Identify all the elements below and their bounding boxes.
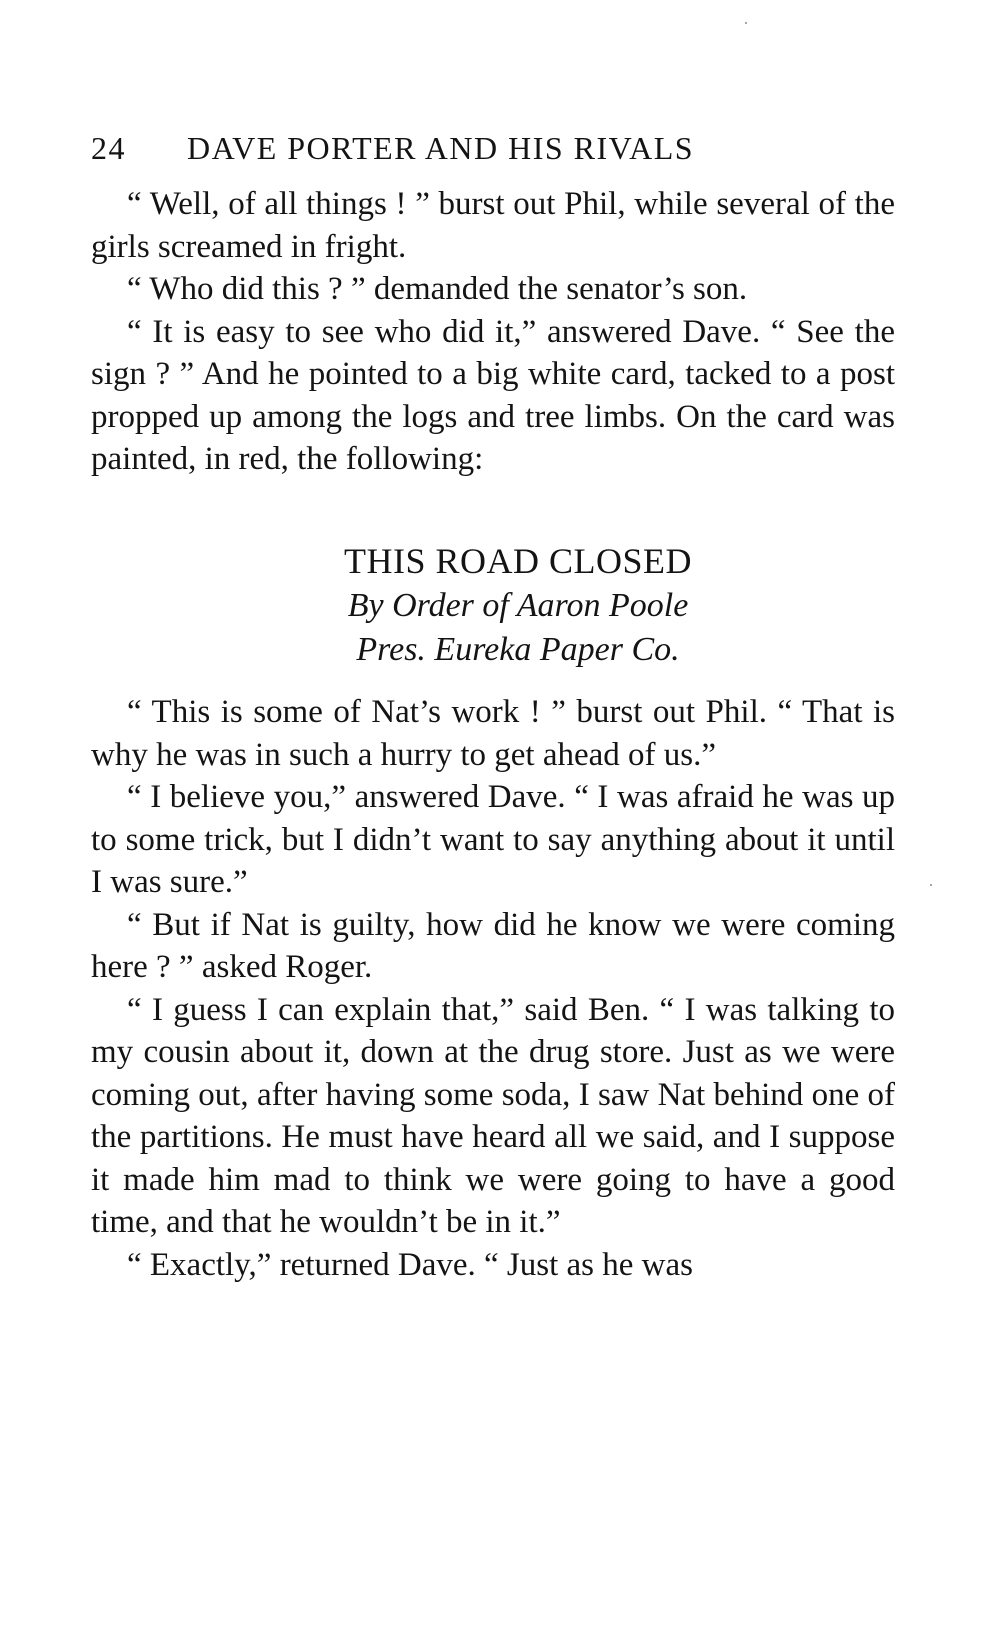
body-text-top bbox=[91, 183, 895, 481]
running-header bbox=[91, 126, 871, 170]
paragraph: “ I believe you,” answered Dave. “ I was afraid he was up to some trick, but I didn’t want to say anything about it until I was sure.” bbox=[91, 779, 895, 900]
page-number: 24 bbox=[91, 130, 126, 166]
road-sign-text bbox=[91, 538, 895, 672]
body-text-bottom bbox=[91, 691, 895, 1286]
paragraph: “ It is easy to see who did it,” answered Dave. “ See the sign ? ” And he pointed to a big white card, tacked to a post propped up among the logs and tree limbs. On the card was painted, in red, the following: bbox=[91, 313, 895, 477]
sign-order-line: By Order of Aaron Poole bbox=[347, 587, 689, 624]
paragraph: “ Exactly,” returned Dave. “ Just as he was bbox=[127, 1246, 693, 1283]
paper-speck bbox=[745, 22, 747, 24]
paragraph: “ But if Nat is guilty, how did he know we were coming here ? ” asked Roger. bbox=[91, 906, 895, 985]
sign-company-line: Pres. Eureka Paper Co. bbox=[356, 631, 680, 668]
paragraph: “ This is some of Nat’s work ! ” burst out Phil. “ That is why he was in such a hurry to get ahead of us.” bbox=[91, 694, 895, 773]
running-title: DAVE PORTER AND HIS RIVALS bbox=[187, 130, 695, 166]
paragraph: “ I guess I can explain that,” said Ben. “ I was talking to my cousin about it, down at the drug store. Just as we were coming out, after having some soda, I saw Nat behind one of the partitions. He must have heard all we said, and I suppose it made him mad to think we were going to have a good time, and that he wouldn’t be in it.” bbox=[91, 991, 895, 1240]
paper-speck bbox=[930, 884, 932, 886]
paragraph: “ Who did this ? ” demanded the senator’s son. bbox=[127, 271, 748, 307]
paragraph: “ Well, of all things ! ” burst out Phil, while several of the girls screamed in fright. bbox=[91, 186, 895, 265]
sign-title: THIS ROAD CLOSED bbox=[343, 541, 692, 581]
